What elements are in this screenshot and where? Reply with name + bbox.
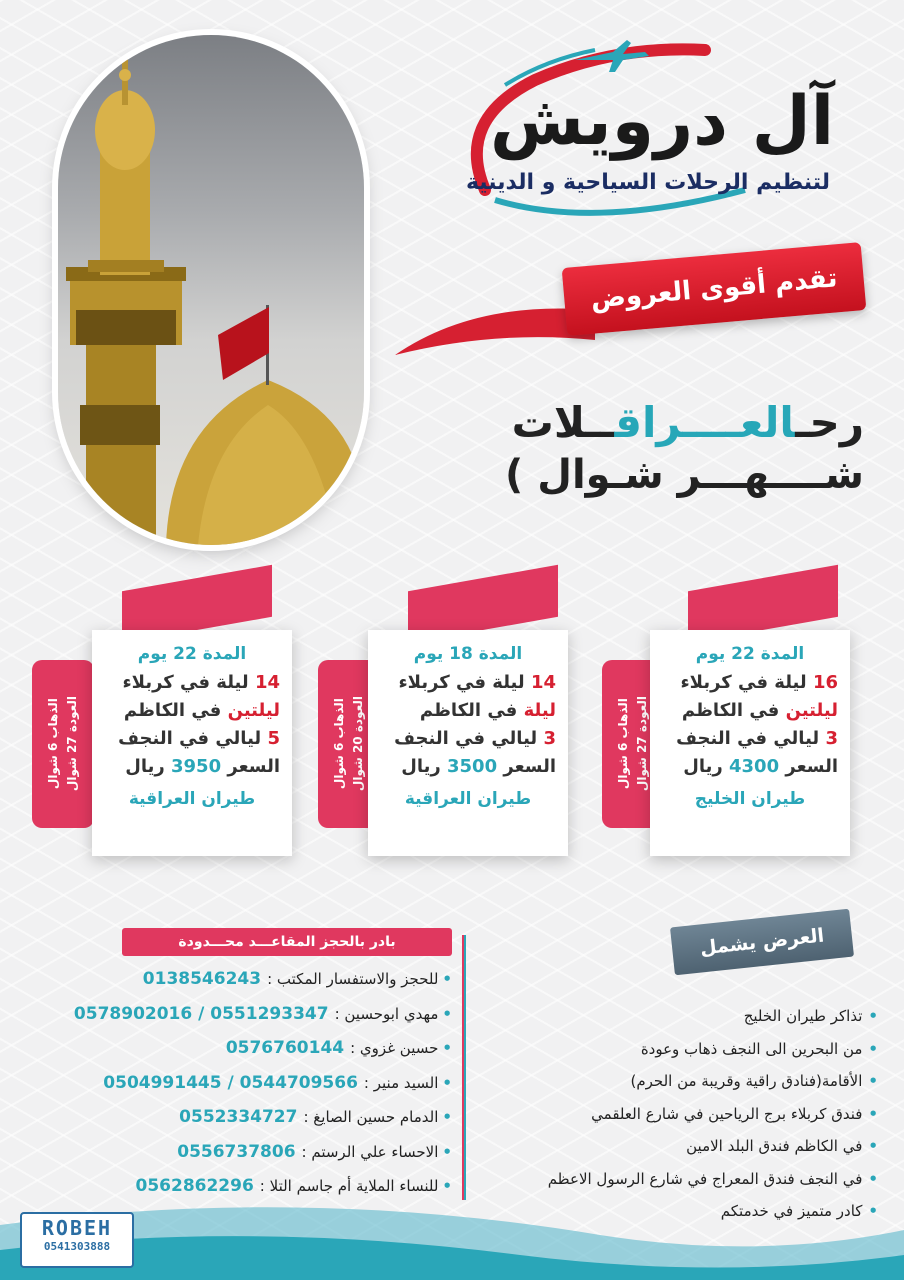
designer-name: ROBEH — [41, 1216, 113, 1240]
offer-ribbon: تقدم أقوى العروض — [562, 242, 867, 336]
contacts-list — [12, 962, 452, 1204]
kadhim-nights: ليلتين — [227, 700, 280, 721]
duration: المدة 22 يوم — [137, 644, 247, 664]
phone-link[interactable]: 0556737806 — [177, 1141, 296, 1162]
airline: طيران الخليج — [694, 789, 806, 809]
kadhim-text: في الكاظم — [681, 700, 780, 721]
list-item: • الأقامة(فنادق راقية وقريبة من الحرم) — [458, 1065, 878, 1098]
contact-label: الاحساء علي الرستم : — [301, 1142, 439, 1161]
najaf-nights: 5 — [267, 728, 280, 749]
currency: ريال — [683, 756, 723, 777]
karbala-text: ليلة في كربلاء — [680, 672, 807, 693]
headline — [512, 398, 864, 447]
price: 3500 — [447, 756, 498, 777]
headline-part3: ــلات — [511, 398, 615, 447]
list-item: • في الكاظم فندق البلد الامين — [458, 1130, 878, 1163]
headline-iraq: العــــراق — [614, 398, 796, 447]
price-label: السعر — [785, 756, 838, 777]
includes-title: العرض يشمل — [670, 909, 854, 976]
list-item: • في النجف فندق المعراج في شارع الرسول الاعظم — [458, 1163, 878, 1196]
karbala-text: ليلة في كربلاء — [122, 672, 249, 693]
list-item: • تذاكر طيران الخليج — [458, 1000, 878, 1033]
contact-label: حسين غزوي : — [350, 1039, 439, 1057]
najaf-nights: 3 — [543, 728, 556, 749]
price-label: السعر — [503, 756, 556, 777]
contact-item — [12, 1066, 452, 1101]
price: 4300 — [729, 756, 780, 777]
departure-date: الذهاب 6 شوال — [331, 698, 346, 790]
contact-item — [12, 1100, 452, 1135]
karbala-text: ليلة في كربلاء — [398, 672, 525, 693]
list-item: • فندق كربلاء برج الرياحين في شارع العلقمي — [458, 1098, 878, 1131]
card-dates — [32, 660, 94, 828]
kadhim-nights: ليلة — [523, 700, 556, 721]
contact-item — [12, 997, 452, 1032]
designer-stamp — [20, 1212, 134, 1268]
return-date: العودة 27 شوال — [635, 696, 649, 792]
kadhim-nights: ليلتين — [785, 700, 838, 721]
list-item: • من البحرين الى النجف ذهاب وعودة — [458, 1033, 878, 1066]
brand-tagline: لتنظيم الرحلات السياحية و الدينية — [465, 170, 830, 195]
duration: المدة 22 يوم — [695, 644, 805, 664]
list-item: • كادر متميز في خدمتكم — [458, 1195, 878, 1228]
departure-date: الذهاب 6 شوال — [615, 698, 630, 790]
shrine-photo — [58, 35, 364, 545]
contact-label: للحجز والاستفسار المكتب : — [267, 970, 439, 988]
includes-list — [458, 1000, 878, 1228]
contact-label: الدمام حسين الصايغ : — [303, 1108, 439, 1126]
karbala-nights: 14 — [254, 672, 280, 693]
price-label: السعر — [227, 756, 280, 777]
currency: ريال — [401, 756, 441, 777]
contact-label: مهدي ابوحسين : — [334, 1004, 439, 1023]
offer-card — [368, 630, 568, 856]
headline-part1: رحـ — [795, 398, 864, 447]
kadhim-text: في الكاظم — [419, 700, 518, 721]
contact-item — [12, 1135, 452, 1170]
divider — [462, 935, 466, 1200]
offer-card — [650, 630, 850, 856]
phone-link[interactable]: 0576760144 — [225, 1038, 345, 1058]
najaf-nights: 3 — [825, 728, 838, 749]
footer-wave — [0, 1195, 904, 1280]
price: 3950 — [171, 756, 222, 777]
offer-card — [92, 630, 292, 856]
brand-name: آل درويش — [490, 82, 834, 161]
contact-label: للنساء الملاية أم جاسم التلا : — [259, 1177, 439, 1195]
contact-label: السيد منير : — [363, 1073, 439, 1092]
phone-link[interactable]: 0552334727 — [179, 1107, 298, 1127]
airline: طيران العراقية — [404, 789, 532, 809]
duration: المدة 18 يوم — [413, 644, 523, 664]
return-date: العودة 20 شوال — [351, 696, 365, 792]
karbala-nights: 14 — [530, 672, 556, 693]
kadhim-text: في الكاظم — [123, 700, 222, 721]
booking-title: بادر بالحجز المقاعـــد محـــدودة — [122, 928, 452, 956]
currency: ريال — [125, 756, 165, 777]
phone-link[interactable]: 0562862296 — [135, 1176, 254, 1196]
najaf-text: ليالي في النجف — [118, 728, 262, 749]
designer-phone: 0541303888 — [43, 1240, 111, 1253]
shrine-illustration — [58, 35, 364, 545]
phone-link[interactable]: 0544709566 / 0504991445 — [103, 1072, 358, 1093]
headline-month: شــــهـــر شـوال ) — [505, 452, 864, 498]
phone-link[interactable]: 0551293347 / 0578902016 — [73, 1003, 329, 1024]
karbala-nights: 16 — [812, 672, 838, 693]
najaf-text: ليالي في النجف — [676, 728, 820, 749]
najaf-text: ليالي في النجف — [394, 728, 538, 749]
contact-item — [12, 1031, 452, 1066]
departure-date: الذهاب 6 شوال — [45, 698, 60, 790]
airline: طيران العراقية — [128, 789, 256, 809]
phone-link[interactable]: 0138546243 — [142, 969, 262, 989]
contact-item — [12, 962, 452, 997]
return-date: العودة 27 شوال — [65, 696, 79, 792]
